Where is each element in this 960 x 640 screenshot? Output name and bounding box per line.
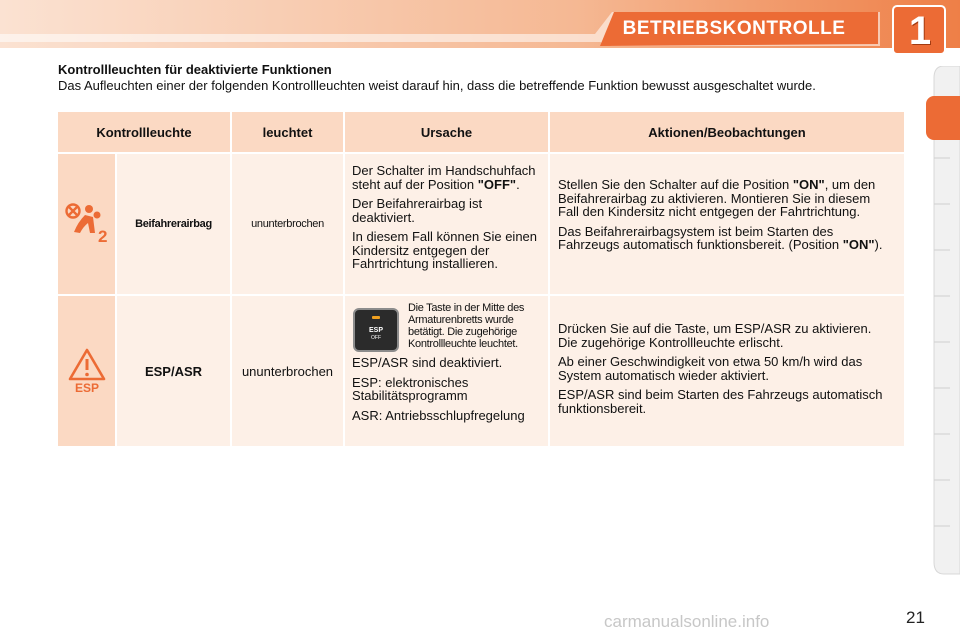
airbag-icon-cell xyxy=(58,154,115,294)
light-name: ESP/ASR xyxy=(144,363,203,379)
cause-paragraph: ESP/ASR sind deaktiviert. xyxy=(352,355,503,370)
airbag-state-cell xyxy=(232,154,343,294)
chapter-title: BETRIEBSKONTROLLE xyxy=(622,18,846,39)
cause-paragraph: ESP: elektronisches Stabilitätsprogramm xyxy=(352,374,469,403)
section-heading: Kontrollleuchten für deaktivierte Funktionen xyxy=(58,62,332,77)
watermark: carmanualsonline.info xyxy=(604,612,770,631)
esp-off-button-icon xyxy=(355,310,397,350)
esp-action-cell xyxy=(550,296,904,446)
page-header xyxy=(0,0,960,52)
action-paragraph: ESP/ASR sind beim Starten des Fahrzeugs automatisch funktionsbereit. xyxy=(558,387,883,416)
col-header-light: Kontrollleuchte xyxy=(58,112,230,152)
col-header-on: leuchtet xyxy=(232,112,343,152)
esp-off-button-image xyxy=(353,308,399,352)
airbag-off-icon xyxy=(64,202,110,246)
svg-text:OFF: OFF xyxy=(371,335,381,341)
airbag-name-cell xyxy=(117,154,230,294)
action-paragraph: Das Beifahrerairbagsystem ist beim Starten des Fahrzeugs automatisch funktionsbereit. (Position "ON"). xyxy=(558,223,883,252)
col-header-actions: Aktionen/Beobachtungen xyxy=(550,112,904,152)
light-name: Beifahrerairbag xyxy=(135,218,212,230)
light-state: ununterbrochen xyxy=(241,363,334,379)
col-header-cause: Ursache xyxy=(345,112,548,152)
esp-state-cell xyxy=(232,296,343,446)
cause-paragraph: ASR: Antriebsschlupfregelung xyxy=(352,407,525,423)
esp-icon-cell xyxy=(58,296,115,446)
svg-text:2: 2 xyxy=(97,227,107,246)
page-number: 21 xyxy=(906,608,925,627)
svg-text:ESP: ESP xyxy=(368,327,384,334)
chapter-tab-active[interactable] xyxy=(926,96,960,140)
airbag-action-cell xyxy=(550,154,904,294)
esp-warning-icon xyxy=(67,348,107,394)
button-description: Die Taste in der Mitte des Armaturenbretts wurde betätigt. Die zugehörige Kontrollleuchte leuchtet. xyxy=(408,302,525,350)
esp-name-cell xyxy=(117,296,230,446)
cause-paragraph: In diesem Fall können Sie einen Kindersitz entgegen der Fahrtrichtung installieren. xyxy=(352,229,538,271)
section-intro: Das Aufleuchten einer der folgenden Kontrollleuchten weist darauf hin, dass die betreffende Funktion bewusst ausgeschaltet wurde. xyxy=(58,78,816,93)
chapter-tabs xyxy=(926,66,960,576)
chapter-number: 1 xyxy=(908,8,932,53)
cause-paragraph: Der Beifahrerairbag ist deaktiviert. xyxy=(352,196,483,225)
airbag-cause-cell xyxy=(345,154,548,294)
action-paragraph: Drücken Sie auf die Taste, um ESP/ASR zu aktivieren. Die zugehörige Kontrollleuchte erlischt. xyxy=(558,321,872,350)
svg-text:ESP: ESP xyxy=(74,381,99,394)
action-paragraph: Ab einer Geschwindigkeit von etwa 50 km/h wird das System automatisch wieder aktiviert. xyxy=(558,354,863,383)
cause-paragraph: Der Schalter im Handschuhfach steht auf der Position "OFF". xyxy=(352,163,536,192)
action-paragraph: Stellen Sie den Schalter auf die Position "ON", um den Beifahrerairbag zu aktivieren. Montieren Sie in diesem Fall den Kindersitz nicht entgegen der Fahrtrichtung. xyxy=(558,177,876,219)
light-state: ununterbrochen xyxy=(251,218,324,230)
